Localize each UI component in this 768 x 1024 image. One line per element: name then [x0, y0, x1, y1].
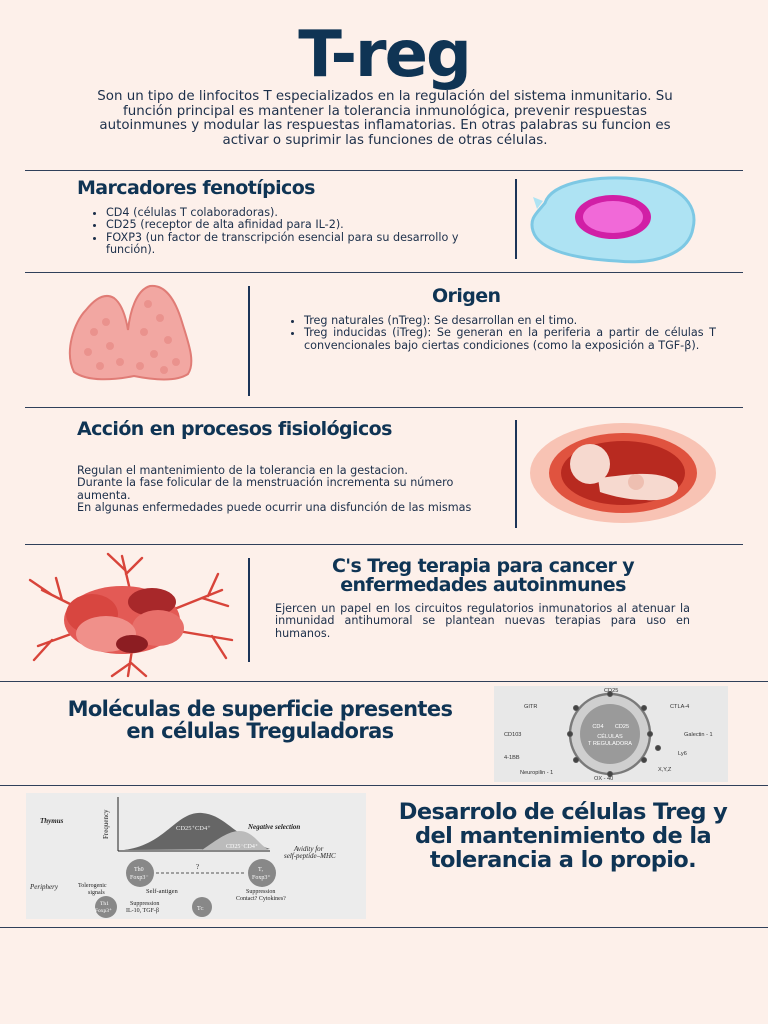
therapy-text: Ejercen un papel en los circuitos regulatorios inmunatorios al atenuar la inmunidad antihumoral se plantean nuevas terapias para uso en humanos. — [275, 602, 690, 640]
divider — [0, 785, 768, 786]
divider — [25, 272, 743, 273]
list-item: • Treg inducidas (iTreg): Se generan en la periferia a partir de células T convencionales bajo ciertas condiciones (como la exposición a TGF-β). — [304, 327, 716, 352]
diagram-label: Contact? Cytokines? — [236, 896, 286, 902]
vertical-divider — [248, 286, 250, 396]
lymphocyte-cell-image — [527, 173, 699, 265]
divider — [25, 407, 743, 408]
action-heading: Acción en procesos fisiológicos — [77, 418, 392, 440]
diagram-label: Galectin - 1 — [684, 732, 713, 738]
list-item: • FOXP3 (un factor de transcripción esencial para su desarrollo y función). — [106, 232, 506, 257]
diagram-label: Foxp3⁺ — [95, 908, 112, 914]
treg-development-diagram — [26, 793, 366, 919]
diagram-label: Self-antigen — [146, 888, 178, 895]
diagram-label: CD103 — [504, 732, 522, 738]
surface-molecules-diagram — [494, 686, 728, 782]
vertical-divider — [515, 420, 517, 528]
diagram-label: Suppression — [130, 901, 160, 907]
diagram-label: Ly6 — [678, 751, 687, 757]
diagram-label: CÉLULAS — [597, 734, 623, 740]
diagram-label: Foxp3⁻ — [130, 875, 149, 881]
list-item: • Treg naturales (nTreg): Se desarrollan en el timo. — [304, 315, 716, 327]
diagram-label: Avidity for — [294, 845, 324, 853]
list-item: • CD4 (células T colaboradoras). — [106, 207, 506, 219]
diagram-label: X,Y,Z — [658, 767, 672, 773]
diagram-label: Suppression — [246, 889, 276, 895]
diagram-label: T REGULADORA — [587, 741, 633, 747]
diagram-label: Frequency — [102, 809, 110, 839]
diagram-label: CD25⁻CD4⁺ — [226, 844, 259, 850]
divider — [25, 170, 743, 171]
divider — [0, 681, 768, 682]
action-line: Regulan el mantenimiento de la tolerancia en la gestacion. — [77, 464, 408, 477]
diagram-label: CD25 — [614, 724, 630, 730]
page-title: T-reg — [298, 18, 470, 92]
origin-heading: Origen — [432, 285, 501, 307]
markers-list — [80, 207, 506, 257]
cancer-cells-image — [22, 550, 240, 678]
divider — [25, 544, 743, 545]
origin-list — [278, 315, 716, 352]
diagram-label: OX - 40 — [594, 776, 614, 782]
diagram-label: Thymus — [40, 817, 64, 825]
diagram-label: Negative selection — [248, 823, 301, 831]
fetus-image — [528, 422, 718, 524]
diagram-label: CTLA-4 — [670, 704, 690, 710]
diagram-label: Tᵣ — [258, 867, 264, 873]
diagram-label: 4-1BB — [504, 755, 520, 761]
markers-heading: Marcadores fenotípicos — [77, 177, 315, 199]
therapy-heading: C's Treg terapia para cancer y enfermedades autoinmunes — [331, 555, 635, 596]
action-line: Durante la fase folicular de la menstruación incrementa su número aumenta. — [77, 476, 454, 502]
diagram-label: self-peptide–MHC — [284, 852, 336, 860]
diagram-label: CD4 — [592, 724, 604, 730]
list-item: • CD25 (receptor de alta afinidad para IL-2). — [106, 219, 506, 231]
diagram-label: Neuropilin - 1 — [520, 770, 554, 776]
vertical-divider — [515, 179, 517, 259]
diagram-label: Th1 — [100, 901, 109, 907]
surface-heading: Moléculas de superficie presentes en células Treguladoras — [67, 697, 453, 743]
diagram-label: Tᴄ — [197, 906, 204, 912]
divider — [0, 927, 768, 928]
intro-paragraph: Son un tipo de linfocitos T especializados en la regulación del sistema inmunitario. Su función principal es mantener la tolerancia inmunológica, prevenir respuestas autoinmunes y modular las respuestas inflamatorias. En otras palabras su funcion es activar o suprimir las funciones de otras células. — [97, 89, 673, 148]
diagram-label: CD25⁺CD4⁺ — [176, 825, 211, 832]
diagram-label: signals — [88, 890, 105, 896]
development-heading: Desarrolo de células Treg y del mantenimiento de la tolerancia a lo propio. — [398, 799, 728, 873]
diagram-label: IL-10, TGF-β — [126, 908, 159, 914]
action-text — [77, 465, 487, 515]
diagram-label: ? — [196, 863, 200, 871]
diagram-label: GITR — [524, 704, 538, 710]
thymus-image — [64, 282, 198, 382]
diagram-label: Foxp3⁺ — [252, 875, 271, 881]
diagram-label: Th0 — [134, 867, 144, 873]
vertical-divider — [248, 558, 250, 662]
diagram-label: CD25 — [604, 688, 619, 694]
diagram-label: Periphery — [30, 883, 58, 891]
diagram-label: Tolerogenic — [78, 883, 107, 889]
action-line: En algunas enfermedades puede ocurrir una disfunción de las mismas — [77, 501, 472, 515]
